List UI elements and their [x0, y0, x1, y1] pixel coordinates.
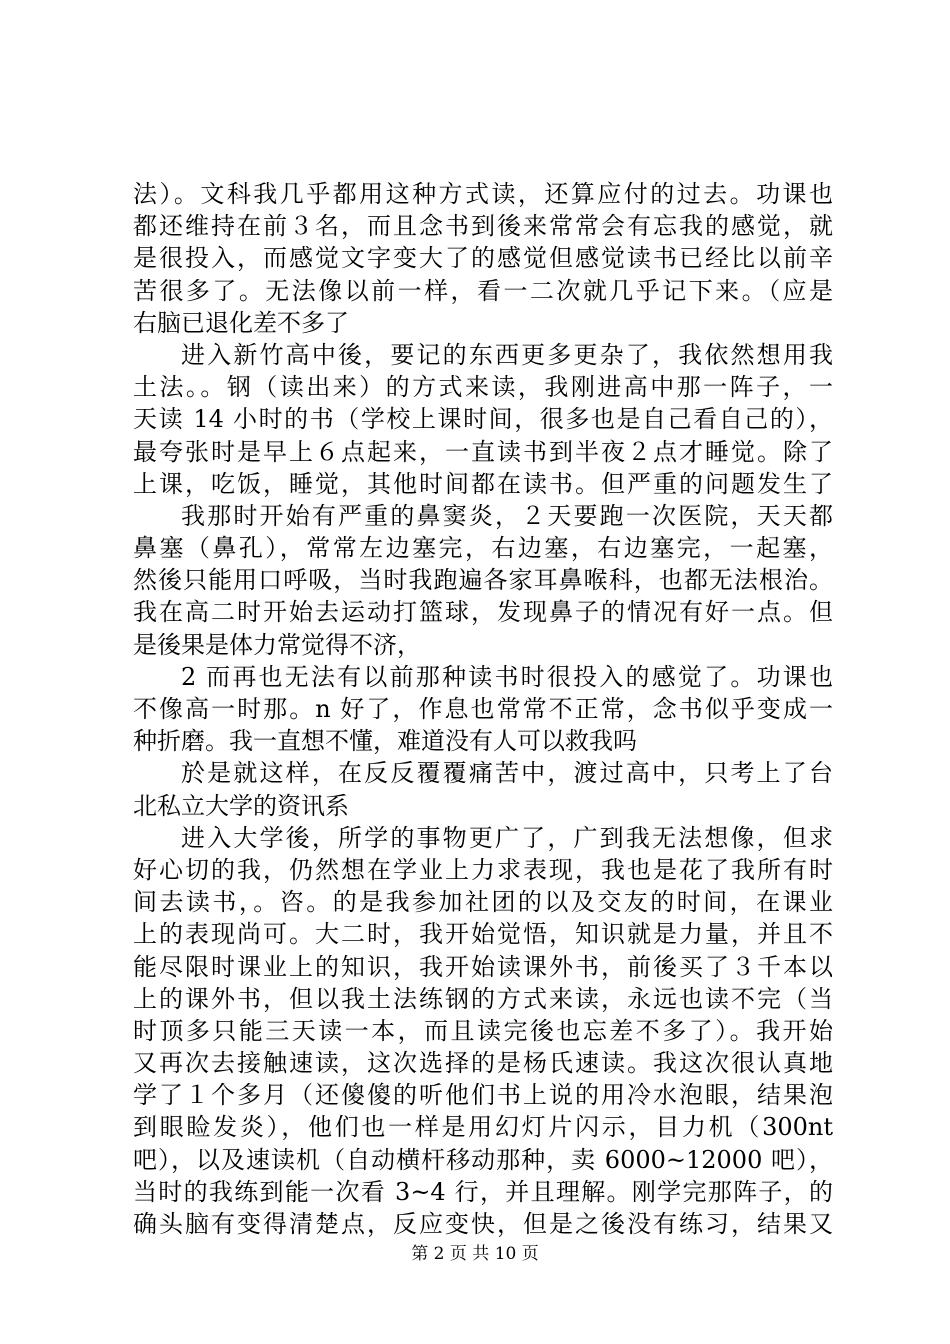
text-line: 上课，吃饭，睡觉，其他时间都在读书。但严重的问题发生了 [133, 469, 833, 498]
text-line: 不像高一时那。n 好了，作息也常常不正常，念书似乎变成一 [133, 695, 833, 723]
text-line: 我在高二时开始去运动打篮球，发现鼻子的情况有好一点。但 [133, 598, 833, 627]
text-line: 吧），以及速读机（自动横杆移动那种，卖 6000~12000 吧）， [133, 1145, 833, 1174]
text-line: 鼻塞（鼻孔），常常左边塞完，右边塞，右边塞完，一起塞， [133, 534, 833, 563]
text-line: 2 而再也无法有以前那种读书时很投入的感觉了。功课也 [181, 662, 833, 691]
text-line: 好心切的我，仍然想在学业上力求表现，我也是花了我所有时 [133, 855, 833, 884]
text-line: 都还维持在前３名，而且念书到後来常常会有忘我的感觉，就 [133, 212, 833, 241]
text-line: 上的表现尚可。大二时，我开始觉悟，知识就是力量，并且不 [133, 920, 833, 949]
text-line: 是很投入，而感觉文字变大了的感觉但感觉读书已经比以前辛 [133, 244, 833, 273]
text-line: 当时的我练到能一次看 3~4 行，并且理解。刚学完那阵子，的 [133, 1177, 833, 1206]
text-line: 进入新竹高中後，要记的东西更多更杂了，我依然想用我 [181, 340, 833, 369]
text-line: 能尽限时课业上的知识，我开始读课外书，前後买了３千本以 [133, 952, 833, 981]
text-line: 土法。。钢（读出来）的方式来读，我刚进高中那一阵子，一 [133, 373, 833, 402]
text-line: 时顶多只能三天读一本，而且读完後也忘差不多了）。我开始 [133, 1016, 833, 1045]
text-line: 又再次去接触速读，这次选择的是杨氏速读。我这次很认真地 [133, 1049, 833, 1078]
text-line: 是後果是体力常觉得不济， [133, 630, 421, 659]
text-line: 间去读书，。咨。的是我参加社团的以及交友的时间，在课业 [133, 888, 833, 917]
text-line: 我那时开始有严重的鼻窦炎，２天要跑一次医院，天天都 [181, 501, 833, 530]
text-line: 右脑已退化差不多了 [133, 308, 349, 337]
text-line: 进入大学後，所学的事物更广了，广到我无法想像，但求 [181, 823, 833, 852]
text-line: 法）。文科我几乎都用这种方式读，还算应付的过去。功课也 [133, 180, 833, 208]
text-line: 确头脑有变得清楚点，反应变快，但是之後没有练习，结果又 [133, 1210, 833, 1238]
text-line: 最夸张时是早上６点起来，一直读书到半夜２点才睡觉。除了 [133, 437, 833, 466]
text-line: 北私立大学的资讯系 [133, 791, 349, 820]
text-line: 种折磨。我一直想不懂，难道没有人可以救我吗 [133, 727, 637, 756]
text-line: 然後只能用口呼吸，当时我跑遍各家耳鼻喉科，也都无法根治。 [133, 566, 833, 595]
text-line: 天读 14 小时的书（学校上课时间，很多也是自己看自己的）， [133, 405, 833, 434]
page-footer: 第 2 页 共 10 页 [411, 1244, 539, 1264]
text-line: 上的课外书，但以我土法练钢的方式来读，永远也读不完（当 [133, 984, 833, 1013]
text-line: 到眼睑发炎），他们也一样是用幻灯片闪示，目力机（300nt [133, 1113, 833, 1142]
text-line: 苦很多了。无法像以前一样，看一二次就几乎记下来。（应是 [133, 276, 833, 305]
text-line: 学了１个多月（还傻傻的听他们书上说的用冷水泡眼，结果泡 [133, 1081, 833, 1110]
text-line: 於是就这样，在反反覆覆痛苦中，渡过高中，只考上了台 [181, 759, 833, 788]
document-body [133, 178, 833, 1240]
